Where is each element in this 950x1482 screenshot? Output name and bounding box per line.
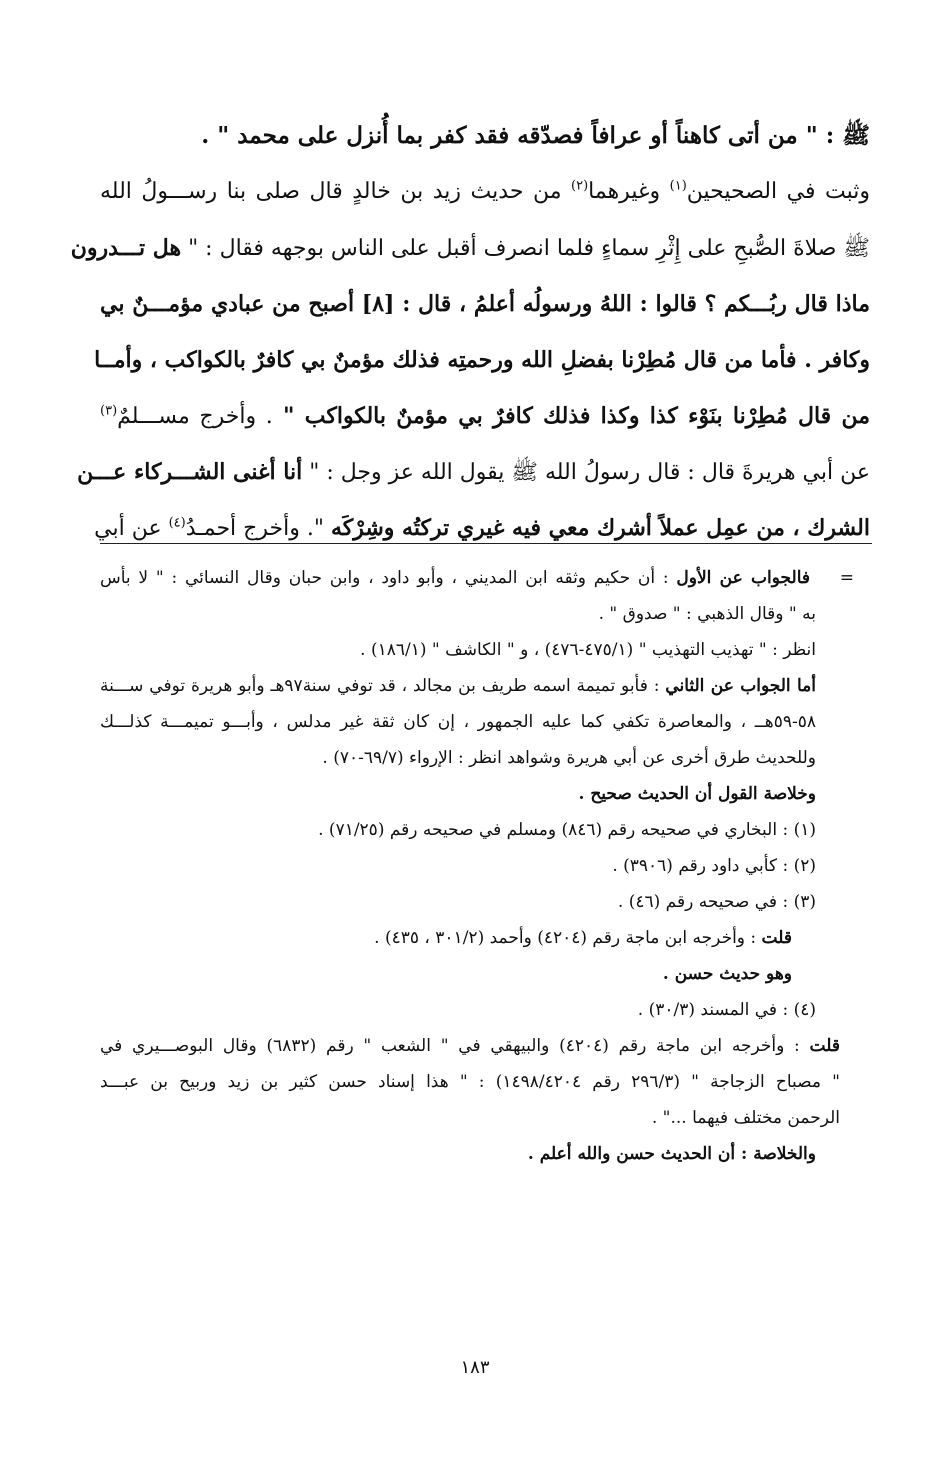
bold-lead: قلت: [761, 928, 792, 948]
text-span: ". وأخرج أحمـدُ: [185, 516, 331, 541]
footnote-ref-3: (٣): [100, 403, 118, 419]
text-span: وثبت في الصحيحين: [686, 179, 870, 204]
footnote-line: والخلاصة : أن الحديث حسن والله أعلم .: [527, 1144, 816, 1164]
footnote-line: [100, 560, 870, 596]
footnote-line: [100, 1028, 870, 1064]
main-line-8: [94, 500, 870, 556]
text-span: ﷺ صلاةَ الصُّبحِ على إِثْرِ سماءٍ فلما انصرف أقبل على الناس بوجهه فقال : ": [181, 236, 870, 261]
main-text: [70, 108, 870, 556]
main-line-3: [70, 220, 870, 276]
continuation-mark: =: [839, 568, 854, 588]
footnote-4: (٤) : في المسند (٣٠/٣) .: [637, 1000, 816, 1020]
text-span: عن أبي: [94, 516, 169, 541]
footnote-line: وهو حديث حسن .: [662, 964, 792, 984]
text-span: . وأخرج مســـلمٌ: [117, 404, 273, 429]
footnote-line: " مصباح الزجاجة " (٢٩٦/٣ رقم ١٤٩٨/٤٢٠٤) : " هذا إسناد حسن كثير بن زيد وربيح بن عبـــد: [100, 1072, 840, 1092]
main-line-7: [77, 444, 870, 500]
footnote-line: [100, 668, 870, 704]
hadith-quote: أنا أغنى الشـــركاء عـــن: [77, 459, 303, 485]
text-span: عن أبي هريرةَ قال : قال رسولُ الله ﷺ يقول الله عز وجل : ": [302, 460, 870, 485]
text-span: : وأخرجه ابن ماجة رقم (٤٢٠٤) وأحمد (٣٠١/٢ ، ٤٣٥) .: [374, 928, 762, 948]
footnote-line: به " وقال الذهبي : " صدوق " .: [598, 604, 816, 624]
footnote-ref-4: (٤): [168, 515, 186, 531]
main-line-1: ﷺ : " من أتى كاهناً أو عرافاً فصدّقه فقد كفر بما أُنزل على محمد " .: [201, 122, 870, 149]
footnote-line: وللحديث طرق أخرى عن أبي هريرة وشواهد انظر : الإرواء (٦٩/٧-٧٠) .: [322, 748, 816, 768]
hadith-quote: الشرك ، من عمِل عملاً أشرك معي فيه غيري تركتُه وشِرْكَه: [330, 515, 870, 541]
page-number: ١٨٣: [460, 1357, 490, 1378]
bold-lead: قلت: [809, 1036, 840, 1056]
footnote-2: (٢) : كأبي داود رقم (٣٩٠٦) .: [612, 856, 816, 876]
footnote-ref-2: (٢): [571, 178, 589, 194]
text-span: : وأخرجه ابن ماجة رقم (٤٢٠٤) والبيهقي في " الشعب " رقم (٦٨٣٢) وقال البوصـــيري في: [100, 1036, 810, 1056]
footnote-line: الرحمن مختلف فيهما ..." .: [651, 1108, 840, 1128]
footnote-line: [100, 920, 870, 956]
footnotes: [100, 560, 870, 1172]
footnote-ref-1: (١): [669, 178, 687, 194]
bold-lead: فالجواب عن الأول: [676, 568, 810, 588]
text-span: : أن حكيم وثقه ابن المديني ، وأبو داود ، وابن حبان وقال النسائي : " لا بأس: [100, 568, 677, 588]
hadith-quote: من قال مُطِرْنا بنَوْء كذا وكذا فذلك كافرٌ بي مؤمنٌ بالكواكب ": [272, 403, 870, 429]
footnote-line: وخلاصة القول أن الحديث صحيح .: [578, 784, 816, 804]
main-line-6: [100, 388, 870, 444]
main-line-5: وكافر . فأما من قال مُطِرْنا بفضلِ الله ورحمتِه فذلك مؤمنٌ بي كافرٌ بالكواكب ، وأمــا: [94, 347, 870, 373]
footnote-1: (١) : البخاري في صحيحه رقم (٨٤٦) ومسلم في صحيحه رقم (٧١/٢٥) .: [318, 820, 816, 840]
footnote-3: (٣) : في صحيحه رقم (٤٦) .: [617, 892, 816, 912]
main-line-4: ماذا قال ربُـــكم ؟ قالوا : اللهُ ورسولُه أعلمُ ، قال : [٨] أصبح من عبادي مؤمـــنٌ بي: [100, 291, 870, 317]
footnote-separator: [100, 543, 872, 544]
bold-lead: أما الجواب عن الثاني: [665, 676, 816, 696]
footnote-line: ٥٨-٥٩هــ ، والمعاصرة تكفي كما عليه الجمهور ، إن كان ثقة غير مدلس ، وأبـــو تميمـــة كذلـــك: [100, 712, 816, 732]
footnote-line: انظر : " تهذيب التهذيب " (٤٧٥/١-٤٧٦) ، و " الكاشف " (١٨٦/١) .: [360, 640, 816, 660]
hadith-quote: هل تـــدرون: [70, 235, 182, 261]
main-line-2: [100, 164, 870, 220]
text-span: : فأبو تميمة اسمه طريف بن مجالد ، قد توفي سنة٩٧هـ وأبو هريرة توفي ســـنة: [100, 676, 666, 696]
text-span: من حديث زيد بن خالدٍ قال صلى بنا رســـولُ الله: [100, 179, 572, 204]
text-span: وغيرهما: [588, 179, 670, 204]
